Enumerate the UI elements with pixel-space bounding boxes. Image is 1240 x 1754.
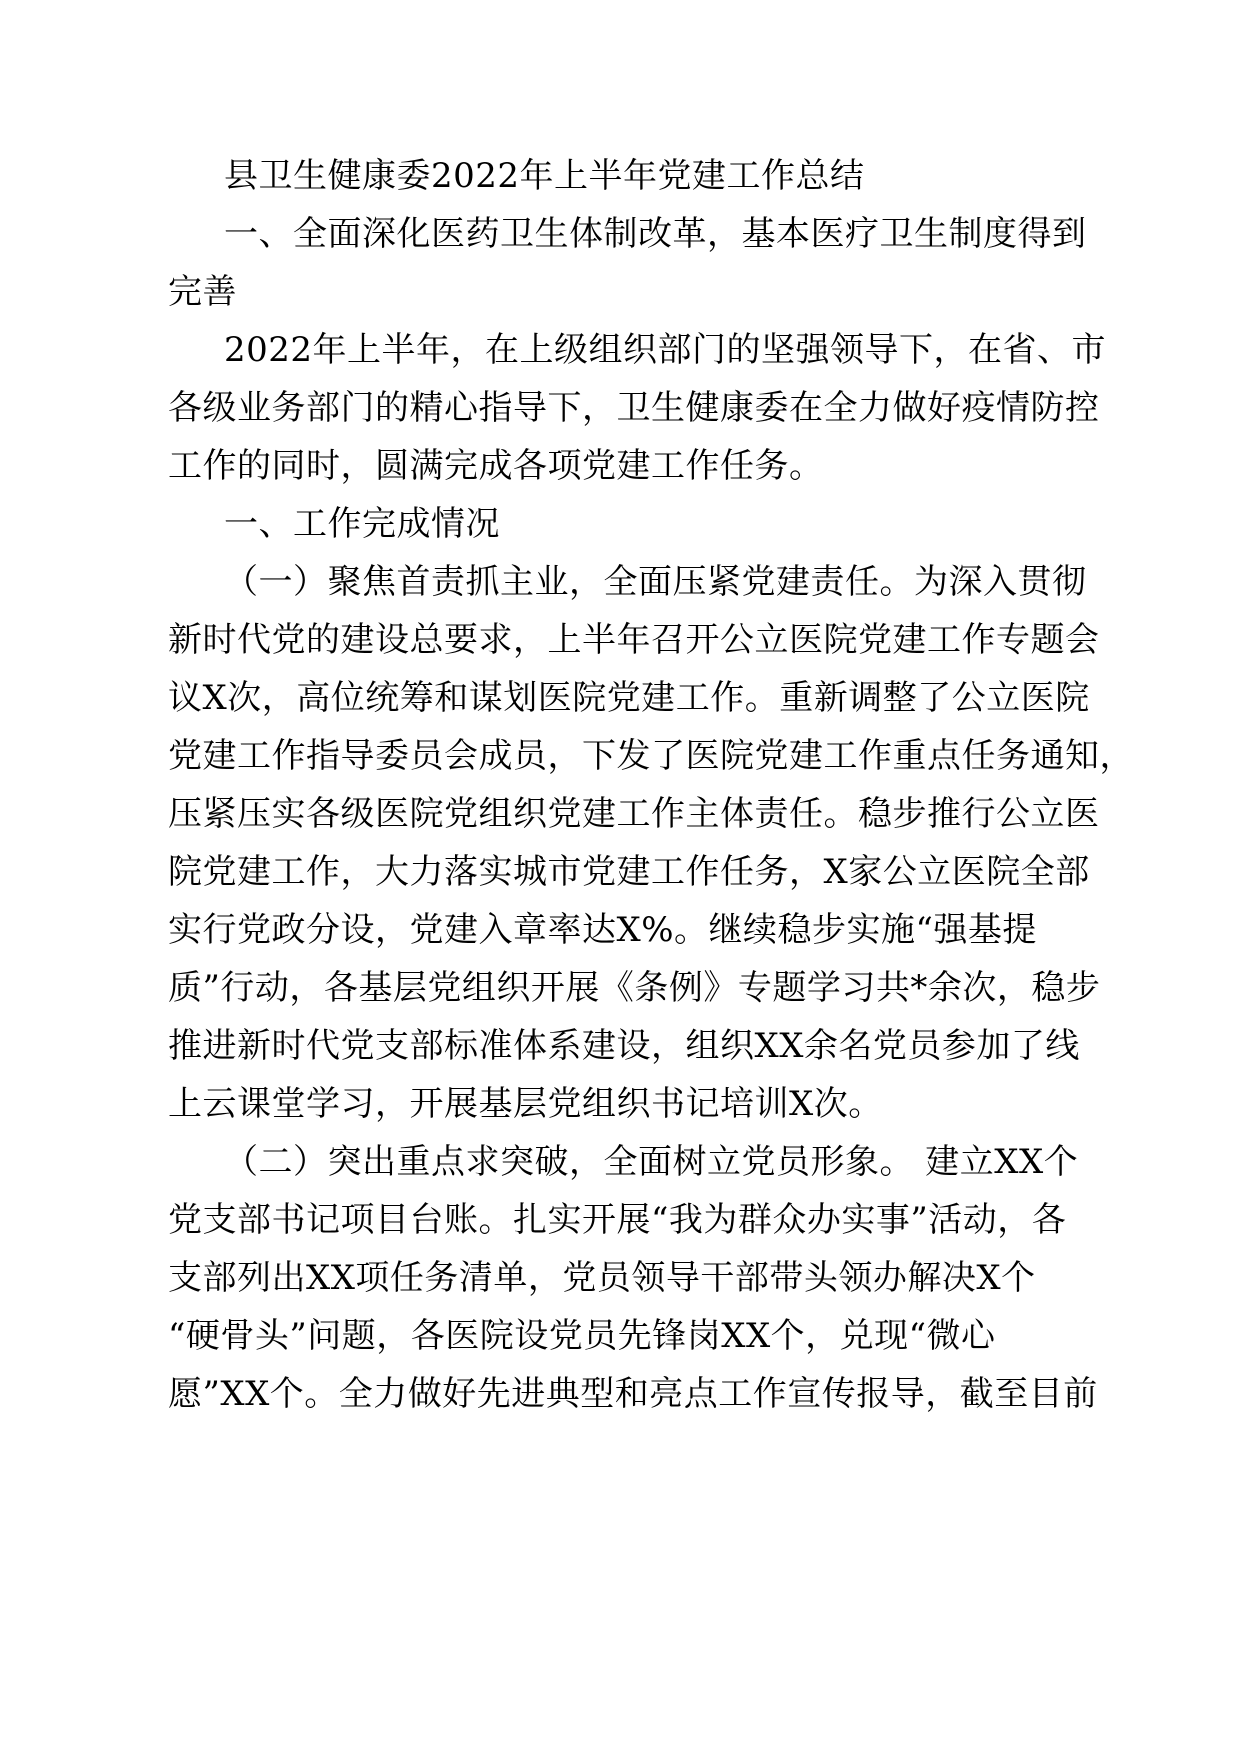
heading-2: 一、工作完成情况 — [224, 504, 500, 544]
section-1-line-2: 新时代党的建设总要求，上半年召开公立医院党建工作专题会 — [168, 620, 1100, 660]
section-2-line-2: 党支部书记项目台账。扎实开展“我为群众办实事”活动，各 — [168, 1200, 1067, 1240]
intro-line-2: 各级业务部门的精心指导下，卫生健康委在全力做好疫情防控 — [168, 388, 1100, 428]
heading-1-line-2: 完善 — [168, 272, 237, 312]
section-1-line-1: （一）聚焦首责抓主业，全面压紧党建责任。为深入贯彻 — [224, 562, 1087, 602]
section-1-line-6: 院党建工作，大力落实城市党建工作任务，X家公立医院全部 — [168, 852, 1090, 892]
intro-line-3: 工作的同时，圆满完成各项党建工作任务。 — [168, 446, 824, 486]
section-1-line-7: 实行党政分设，党建入章率达X%。继续稳步实施“强基提 — [168, 910, 1037, 950]
section-1-line-3: 议X次，高位统筹和谋划医院党建工作。重新调整了公立医院 — [168, 678, 1090, 718]
section-1-line-4: 党建工作指导委员会成员，下发了医院党建工作重点任务通知， — [168, 736, 1134, 776]
intro-line-1: 2022年上半年，在上级组织部门的坚强领导下，在省、市 — [224, 330, 1107, 370]
section-1-line-10: 上云课堂学习，开展基层党组织书记培训X次。 — [168, 1084, 883, 1124]
document-title: 县卫生健康委2022年上半年党建工作总结 — [224, 156, 865, 196]
section-2-line-4: “硬骨头”问题，各医院设党员先锋岗XX个，兑现“微心 — [168, 1316, 996, 1356]
section-2-line-5: 愿”XX个。全力做好先进典型和亮点工作宣传报导，截至目前 — [168, 1374, 1098, 1414]
section-2-line-3: 支部列出XX项任务清单，党员领导干部带头领办解决X个 — [168, 1258, 1036, 1298]
section-1-line-9: 推进新时代党支部标准体系建设，组织XX余名党员参加了线 — [168, 1026, 1080, 1066]
heading-1-line-1: 一、全面深化医药卫生体制改革，基本医疗卫生制度得到 — [224, 214, 1087, 254]
section-1-line-8: 质”行动，各基层党组织开展《条例》专题学习共*余次，稳步 — [168, 968, 1101, 1008]
section-1-line-5: 压紧压实各级医院党组织党建工作主体责任。稳步推行公立医 — [168, 794, 1100, 834]
section-2-line-1: （二）突出重点求突破，全面树立党员形象。 建立XX个 — [224, 1142, 1079, 1182]
